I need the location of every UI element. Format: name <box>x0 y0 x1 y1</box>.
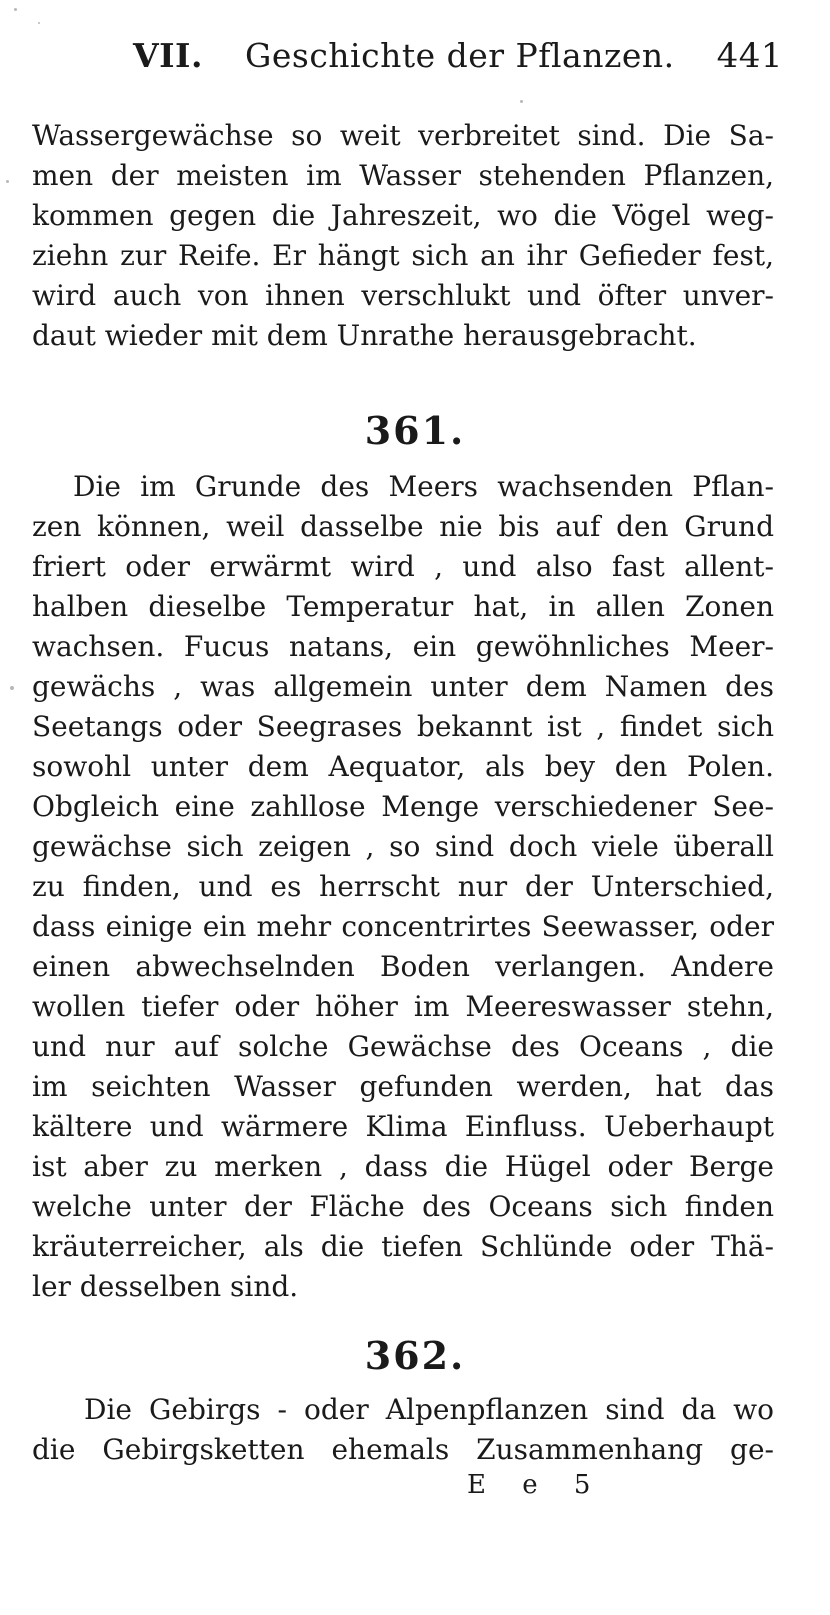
section-number-361: 361. <box>364 408 466 453</box>
text-line: Obgleich eine zahllose Menge verschiedener See- <box>32 790 774 823</box>
paper-speck <box>38 22 40 24</box>
text-line: Wassergewächse so weit verbreitet sind. Die Sa- <box>32 119 774 152</box>
text-line: und nur auf solche Gewächse des Oceans , die <box>32 1030 774 1063</box>
paper-speck <box>14 8 17 11</box>
text-line: kommen gegen die Jahreszeit, wo die Vögel weg- <box>32 199 774 232</box>
text-line: ist aber zu merken , dass die Hügel oder Berge <box>32 1150 774 1183</box>
printer-signature-mark: E e 5 <box>467 1470 605 1500</box>
paper-speck <box>6 180 9 183</box>
text-line: welche unter der Fläche des Oceans sich finden <box>32 1190 774 1223</box>
text-line: im seichten Wasser gefunden werden, hat das <box>32 1070 774 1103</box>
text-line: friert oder erwärmt wird , und also fast allent- <box>32 550 774 583</box>
page-number: 441 <box>716 36 783 76</box>
text-line: zu finden, und es herrscht nur der Unterschied, <box>32 870 774 903</box>
running-title: Geschichte der Pflanzen. <box>245 36 675 75</box>
section-number-362: 362. <box>364 1333 466 1378</box>
text-line: halben dieselbe Temperatur hat, in allen Zonen <box>32 590 774 623</box>
running-header <box>133 36 783 86</box>
text-line: wird auch von ihnen verschlukt und öfter unver- <box>32 279 774 312</box>
text-line: gewächs , was allgemein unter dem Namen des <box>32 670 774 703</box>
text-line: zen können, weil dasselbe nie bis auf den Grund <box>32 510 774 543</box>
text-line: ler desselben sind. <box>32 1270 299 1303</box>
text-line: Die im Grunde des Meers wachsenden Pflan- <box>73 470 774 503</box>
chapter-number: VII. <box>133 36 203 75</box>
text-line: Die Gebirgs - oder Alpenpflanzen sind da wo <box>84 1393 774 1426</box>
text-line: sowohl unter dem Aequator, als bey den Polen. <box>32 750 774 783</box>
text-line: einen abwechselnden Boden verlangen. Andere <box>32 950 774 983</box>
text-line: ziehn zur Reife. Er hängt sich an ihr Gefieder fest, <box>32 239 774 272</box>
text-line: kräuterreicher, als die tiefen Schlünde oder Thä- <box>32 1230 774 1263</box>
text-line: wollen tiefer oder höher im Meereswasser stehn, <box>32 990 774 1023</box>
paper-speck <box>520 100 523 103</box>
paper-speck <box>10 686 14 690</box>
text-line: kältere und wärmere Klima Einfluss. Ueberhaupt <box>32 1110 774 1143</box>
text-line: dass einige ein mehr concentrirtes Seewasser, oder <box>32 910 774 943</box>
text-line: men der meisten im Wasser stehenden Pflanzen, <box>32 159 774 192</box>
text-line: die Gebirgsketten ehemals Zusammenhang ge- <box>32 1433 774 1466</box>
text-line: daut wieder mit dem Unrathe herausgebracht. <box>32 319 697 352</box>
text-line: Seetangs oder Seegrases bekannt ist , findet sich <box>32 710 774 743</box>
text-line: gewächse sich zeigen , so sind doch viele überall <box>32 830 774 863</box>
text-line: wachsen. Fucus natans, ein gewöhnliches Meer- <box>32 630 774 663</box>
